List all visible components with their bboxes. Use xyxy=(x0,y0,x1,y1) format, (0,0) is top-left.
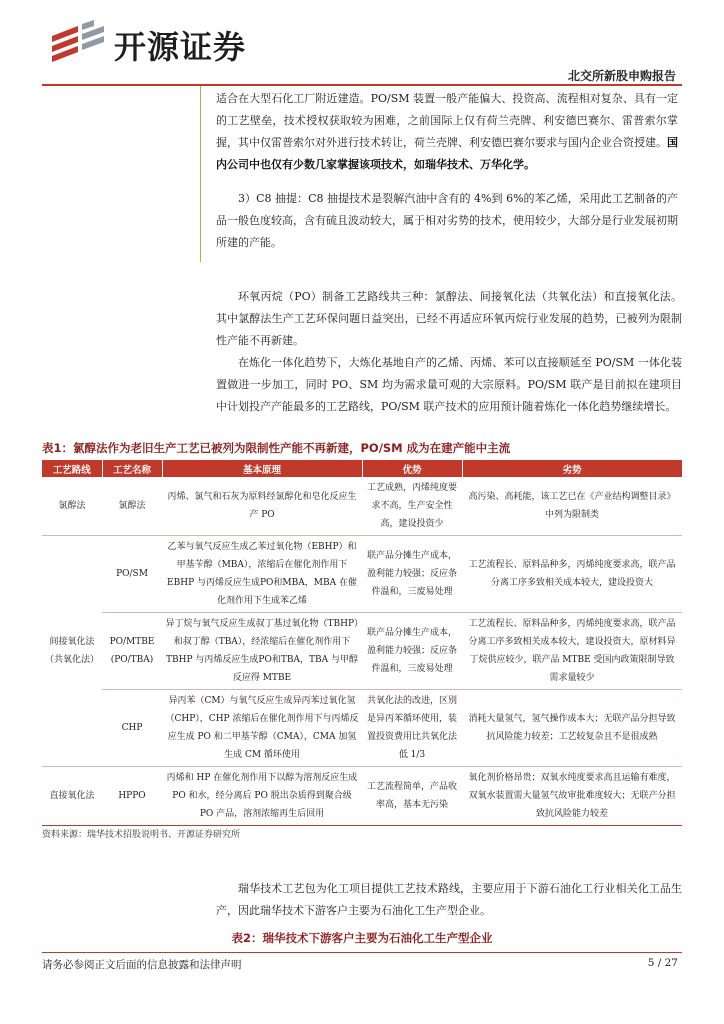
table-cell-disadvantage: 工艺流程长、原料品种多，丙烯纯度要求高，联产品分离工序多致相关成本较大，建设投资大，原材料异丁烷供应较少，联产品 MTBE 受国内政策限制导致需求量较少 xyxy=(462,613,682,690)
paragraph-c8: 3）C8 抽提：C8 抽提技术是裂解汽油中含有的 4%到 6%的苯乙烯，采用此工艺制备的产品一般色度较高，含有硫且波动较大，属于相对劣势的技术，使用较少，大部分是行业发展初期所建的产能。 xyxy=(216,192,678,249)
table-cell-advantage: 联产品分摊生产成本，盈利能力较强；反应条件温和，三废易处理 xyxy=(362,536,462,613)
table-row xyxy=(42,477,682,536)
table-cell-principle: 异丁烷与氧气反应生成叔丁基过氧化物（TBHP）和叔丁醇（TBA），经浓缩后在催化剂作用下 TBHP 与丙烯反应生成PO和TBA，TBA 与甲醇反应得 MTBE xyxy=(162,613,362,690)
table1-source: 资料来源：瑞华技术招股说明书、开源证券研究所 xyxy=(42,830,241,840)
table-cell-name: PO/MTBE (PO/TBA) xyxy=(102,613,162,690)
table-cell-disadvantage: 工艺流程长、原料品种多，丙烯纯度要求高，联产品分离工序多致相关成本较大，建设投资大 xyxy=(462,536,682,613)
table-cell-disadvantage: 消耗大量氢气，氢气操作成本大；无联产品分担导致抗风险能力较差；工艺较复杂且不是很成熟 xyxy=(462,690,682,767)
brand-logo xyxy=(48,20,288,64)
page-number: 5 / 27 xyxy=(647,957,678,969)
table-row xyxy=(42,767,682,826)
paragraph-integration: 在炼化一体化趋势下，大炼化基地自产的乙烯、丙烯、苯可以直接顺延至 PO/SM 一体化装置做进一步加工，同时 PO、SM 均为需求量可观的大宗原料。PO/SM 联产是目前拟在建项目中计划投产产能最多的工艺路线，PO/SM 联产技术的应用预计随着炼化一体化趋势继续增长。 xyxy=(216,356,682,413)
table-cell-name: HPPO xyxy=(102,767,162,826)
table1-caption: 表1：氯醇法作为老旧生产工艺已被列为限制性产能不再新建，PO/SM 成为在建产能中主流 xyxy=(42,441,511,455)
table-cell-principle: 乙苯与氧气反应生成乙苯过氧化物（EBHP）和甲基苄醇（MBA），浓缩后在催化剂作用下 EBHP 与丙烯反应生成PO和MBA，MBA 在催化剂作用下生成苯乙烯 xyxy=(162,536,362,613)
report-type: 北交所新股申购报告 xyxy=(567,69,676,83)
table1 xyxy=(42,460,683,826)
footer-rule xyxy=(42,952,682,953)
table-cell-advantage: 共氧化法的改进，区别是异丙苯循环使用，装置投资费用比共氧化法低 1/3 xyxy=(362,690,462,767)
brand-name: 开源证券 xyxy=(114,28,247,66)
table-cell-name: PO/SM xyxy=(102,536,162,613)
paragraph-po-sm-text: 适合在大型石化工厂附近建造。PO/SM 装置一般产能偏大、投资高、流程相对复杂、具有一定的工艺壁垒，技术授权获取较为困难，之前国际上仅有荷兰壳牌、利安德巴赛尔、雷普索尔掌握，其中仅雷普索尔对外进行技术转让，荷兰壳牌、利安德巴赛尔要求与国内企业合资授建。 xyxy=(216,92,678,149)
table-row xyxy=(42,536,682,613)
table2-caption: 表2：瑞华技术下游客户主要为石油化工生产型企业 xyxy=(231,931,493,945)
table-cell-advantage: 工艺成熟，丙烯纯度要求不高，生产安全性高，建设投资少 xyxy=(362,477,462,536)
table-cell-route: 直接氧化法 xyxy=(42,767,102,826)
paragraph-downstream: 瑞华技术工艺包为化工项目提供工艺技术路线，主要应用于下游石油化工行业相关化工品生产，因此瑞华技术下游客户主要为石油化工生产型企业。 xyxy=(216,882,682,917)
table-cell-name: 氯醇法 xyxy=(102,477,162,536)
table-cell-route: 氯醇法 xyxy=(42,477,102,536)
table-cell-name: CHP xyxy=(102,690,162,767)
table-cell-principle: 丙烯、氯气和石灰为原料经氯醇化和皂化反应生产 PO xyxy=(162,477,362,536)
table1-header-advantage: 优势 xyxy=(362,460,462,477)
table1-header-principle: 基本原理 xyxy=(162,460,362,477)
table1-header-name: 工艺名称 xyxy=(102,460,162,477)
table1-header-route: 工艺路线 xyxy=(42,460,102,477)
table1-header-disadvantage: 劣势 xyxy=(462,460,682,477)
logo-mark-icon xyxy=(48,20,108,64)
table-cell-principle: 丙烯和 HP 在催化剂作用下以醇为溶剂反应生成 PO 和水，经分离后 PO 脱出杂质得到聚合级 PO 产品，溶剂浓缩再生后回用 xyxy=(162,767,362,826)
table1-header-row xyxy=(42,460,682,477)
table-cell-route: 间接氧化法（共氧化法） xyxy=(42,536,102,767)
footer-disclaimer: 请务必参阅正文后面的信息披露和法律声明 xyxy=(42,959,242,971)
table-row xyxy=(42,613,682,690)
table-cell-advantage: 联产品分摊生产成本，盈利能力较强；反应条件温和，三废易处理 xyxy=(362,613,462,690)
paragraph-po-routes: 环氧丙烷（PO）制备工艺路线共三种：氯醇法、间接氧化法（共氧化法）和直接氧化法。其中氯醇法生产工艺环保问题日益突出，已经不再适应环氧丙烷行业发展的趋势，已被列为限制性产能不再新建。 xyxy=(216,290,682,347)
table-row xyxy=(42,690,682,767)
table-cell-disadvantage: 高污染、高耗能，该工艺已在《产业结构调整目录》中列为限制类 xyxy=(462,477,682,536)
paragraph-po-sm xyxy=(216,88,678,176)
table-cell-principle: 异丙苯（CM）与氧气反应生成异丙苯过氧化氢（CHP），CHP 浓缩后在催化剂作用下与丙烯反应生成 PO 和二甲基苄醇（CMA），CMA 加氢生成 CM 循环使用 xyxy=(162,690,362,767)
paragraph-po-sm-highlight: 国内公司中也仅有少数几家掌握该项技术，如瑞华技术、万华化学。 xyxy=(216,136,678,171)
table-cell-disadvantage: 氧化剂价格昂贵；双氧水纯度要求高且运输有难度，双氧水装置需大量氢气故审批难度较大；无联产分担致抗风险能力较差 xyxy=(462,767,682,826)
table-cell-advantage: 工艺流程简单，产品收率高，基本无污染 xyxy=(362,767,462,826)
